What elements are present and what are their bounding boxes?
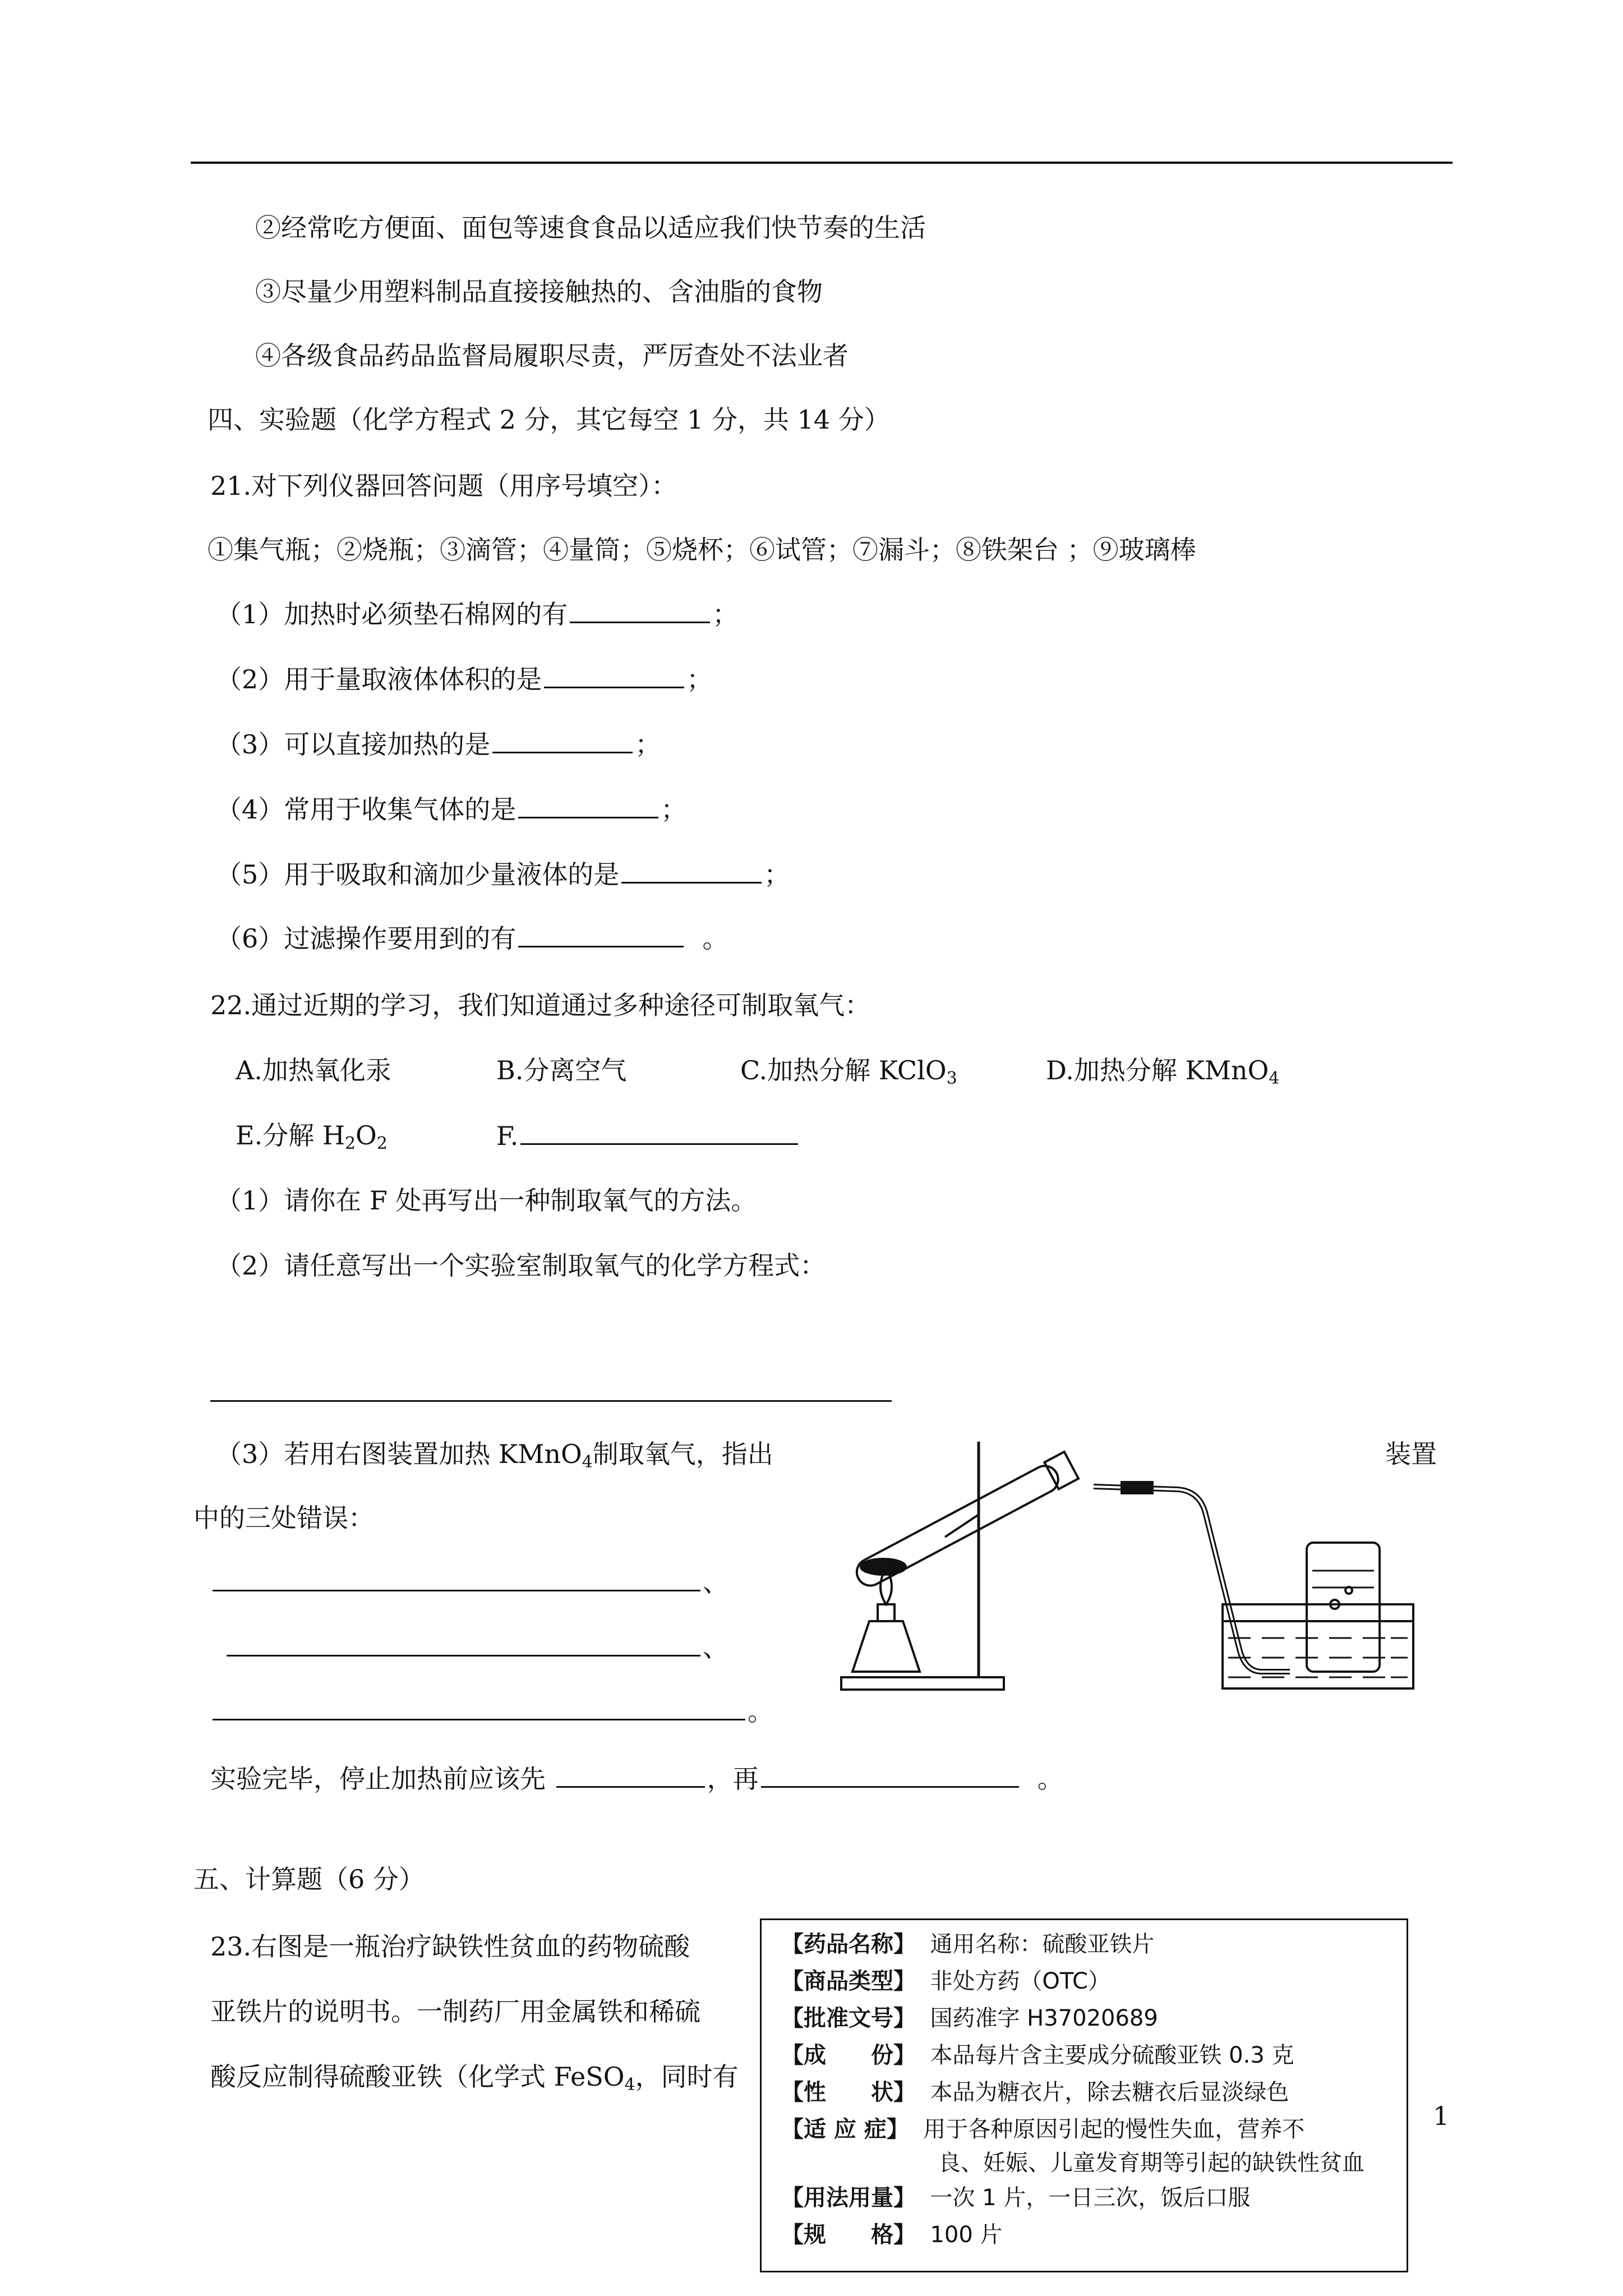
q22-p3-text: 制取氧气，指出 <box>592 1439 773 1469</box>
option-c-text: C.加热分解 KClO <box>740 1055 947 1085</box>
separator: 、 <box>703 1632 728 1663</box>
drug-row-key: 【药品名称】 <box>781 1931 916 1957</box>
drug-row-value: 100 片 <box>930 2222 1003 2248</box>
answer-blank[interactable] <box>492 727 633 753</box>
q22-part-3 <box>216 1437 773 1471</box>
option-d <box>1046 1053 1279 1087</box>
drug-instruction-box <box>760 1918 1408 2272</box>
q21-p3-text: （3）可以直接加热的是 <box>216 729 491 760</box>
drug-row-value: 国药准字 H37020689 <box>930 2005 1158 2031</box>
answer-blank[interactable] <box>213 1694 745 1720</box>
answer-blank[interactable] <box>520 1119 798 1145</box>
q21-stem: 21.对下列仪器回答问题（用序号填空）： <box>210 471 677 501</box>
drug-row-value: 良、妊娠、儿童发育期等引起的缺铁性贫血 <box>938 2150 1364 2176</box>
semicolon: ； <box>661 794 687 825</box>
option-e-text: O <box>356 1120 377 1151</box>
drug-row <box>781 2041 1294 2069</box>
semicolon: ； <box>686 664 713 694</box>
rubber-connector <box>1122 1482 1152 1493</box>
q21-part-3 <box>216 727 661 761</box>
semicolon: ； <box>764 859 790 890</box>
option-b: B.分离空气 <box>496 1055 627 1085</box>
q22-part-2: （2）请任意写出一个实验室制取氧气的化学方程式： <box>216 1250 826 1281</box>
item-2: ②经常吃方便面、面包等速食食品以适应我们快节奏的生活 <box>255 213 926 243</box>
section-5-title: 五、计算题（6 分） <box>193 1864 425 1894</box>
stand-base <box>841 1677 1004 1690</box>
option-e-text: E.分解 H <box>236 1120 345 1151</box>
q21-p4-text: （4）常用于收集气体的是 <box>216 794 517 825</box>
q23-line-1: 23.右图是一瓶治疗缺铁性贫血的药物硫酸 <box>210 1931 690 1962</box>
option-d-text: D.加热分解 KMnO <box>1046 1055 1269 1085</box>
page-number: 1 <box>1433 2101 1450 2131</box>
drug-row-value: 本品每片含主要成分硫酸亚铁 0.3 克 <box>930 2042 1294 2068</box>
drug-row <box>781 2004 1158 2032</box>
subscript: 3 <box>946 1069 957 1088</box>
answer-blank[interactable] <box>556 1761 705 1788</box>
subscript: 2 <box>376 1134 388 1153</box>
answer-blank[interactable] <box>544 662 684 688</box>
drug-row-key: 【适 应 症】 <box>781 2116 909 2142</box>
after-experiment <box>210 1761 1063 1796</box>
error-line-3 <box>210 1694 773 1728</box>
item-3: ③尽量少用塑料制品直接接触热的、含油脂的食物 <box>255 277 823 307</box>
subscript: 4 <box>582 1452 593 1472</box>
error-line-2 <box>224 1630 728 1664</box>
q22-part-1: （1）请你在 F 处再写出一种制取氧气的方法。 <box>216 1185 757 1216</box>
answer-blank[interactable] <box>761 1761 1019 1788</box>
drug-row <box>781 2184 1250 2212</box>
error-line-1 <box>210 1565 728 1599</box>
section-4-title: 四、实验题（化学方程式 2 分，其它每空 1 分，共 14 分） <box>208 404 890 435</box>
q23-text: 酸反应制得硫酸亚铁（化学式 FeSO <box>210 2062 625 2092</box>
item-4: ④各级食品药品监督局履职尽责，严厉查处不法业者 <box>255 341 849 371</box>
option-f <box>496 1119 800 1153</box>
drug-row-key: 【规 格】 <box>781 2222 916 2248</box>
answer-blank[interactable] <box>518 792 658 818</box>
q21-p1-text: （1）加热时必须垫石棉网的有 <box>216 599 568 629</box>
apparatus-figure <box>830 1436 1424 1700</box>
drug-row-key: 【成 份】 <box>781 2042 916 2068</box>
equation-answer-line[interactable] <box>210 1400 892 1402</box>
option-c <box>740 1053 957 1087</box>
answer-blank[interactable] <box>518 921 684 947</box>
gas-bubble <box>1345 1587 1352 1594</box>
water-trough <box>1223 1604 1413 1688</box>
q22-part-3-tail: 装置 <box>1385 1439 1437 1469</box>
alcohol-lamp <box>852 1621 920 1672</box>
gas-collecting-bottle <box>1307 1543 1380 1672</box>
drug-row-value: 通用名称：硫酸亚铁片 <box>930 1931 1155 1957</box>
period: 。 <box>748 1696 773 1727</box>
q23-line-3 <box>210 2060 739 2093</box>
q21-list: ①集气瓶；②烧瓶；③滴管；④量筒；⑤烧杯；⑥试管；⑦漏斗；⑧铁架台 ；⑨玻璃棒 <box>208 535 1196 565</box>
drug-row-value: 本品为糖衣片，除去糖衣后显淡绿色 <box>930 2079 1289 2105</box>
option-a: A.加热氧化汞 <box>236 1055 391 1085</box>
answer-blank[interactable] <box>227 1630 700 1657</box>
drug-row-value: 一次 1 片，一日三次，饭后口服 <box>930 2185 1251 2211</box>
q22-p3-text: （3）若用右图装置加热 KMnO <box>216 1439 582 1469</box>
option-e <box>236 1119 388 1152</box>
drug-row-key: 【批准文号】 <box>781 2005 916 2031</box>
semicolon: ； <box>712 599 739 629</box>
subscript: 4 <box>1269 1069 1280 1088</box>
q21-p2-text: （2）用于量取液体体积的是 <box>216 664 542 694</box>
answer-blank[interactable] <box>621 857 762 884</box>
drug-row-continued <box>938 2149 1364 2177</box>
drug-row-key: 【商品类型】 <box>781 1968 916 1994</box>
q22-stem: 22.通过近期的学习，我们知道通过多种途径可制取氧气： <box>210 990 871 1020</box>
drug-row-key: 【用法用量】 <box>781 2185 916 2211</box>
q23-line-2: 亚铁片的说明书。一制药厂用金属铁和稀硫 <box>210 1996 700 2027</box>
q23-text: ，同时有 <box>635 2062 739 2092</box>
subscript: 4 <box>624 2075 635 2095</box>
drug-row-value: 非处方药（OTC） <box>930 1968 1110 1994</box>
drug-row-key: 【性 状】 <box>781 2079 916 2105</box>
period: 。 <box>702 923 728 954</box>
q21-part-2 <box>216 662 712 696</box>
period: 。 <box>1037 1764 1063 1794</box>
drug-row <box>781 2221 1003 2249</box>
delivery-tube <box>1094 1487 1290 1672</box>
after-text: ，再 <box>707 1764 759 1794</box>
q21-p6-text: （6）过滤操作要用到的有 <box>216 923 517 954</box>
drug-row <box>781 2115 1304 2143</box>
drug-row <box>781 2078 1289 2106</box>
q21-part-1 <box>216 597 738 631</box>
q21-part-5 <box>216 857 790 891</box>
after-text: 实验完毕，停止加热前应该先 <box>210 1764 546 1794</box>
top-rule <box>191 162 1453 164</box>
drug-row-value: 用于各种原因引起的慢性失血，营养不 <box>923 2116 1305 2142</box>
q21-part-6 <box>216 921 728 955</box>
q22-part-3-line2: 中的三处错误： <box>193 1503 374 1533</box>
semicolon: ； <box>635 729 661 760</box>
stopper <box>1044 1452 1078 1489</box>
option-f-label: F. <box>496 1121 519 1151</box>
drug-row <box>781 1967 1110 1995</box>
q21-part-4 <box>216 792 686 826</box>
subscript: 2 <box>344 1134 356 1153</box>
separator: 、 <box>703 1567 728 1598</box>
drug-row <box>781 1930 1154 1958</box>
answer-blank[interactable] <box>570 597 710 623</box>
q21-p5-text: （5）用于吸取和滴加少量液体的是 <box>216 859 620 890</box>
answer-blank[interactable] <box>213 1565 700 1591</box>
